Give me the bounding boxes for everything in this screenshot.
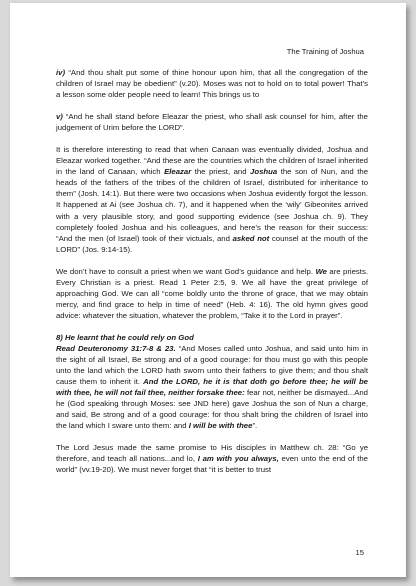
text-run: are priests. Every Christian is a priest. Read 1 Peter 2:5, 9. We all have the great privilege of approaching God. We can all “come boldly unto the throne of grace, that we may obtain mercy, and find grace to help in time of need” (Heb. 4: 16). The old hymn gives good advice: whatever the situation, whatever the problem, “Take it to the Lord in prayer”. <box>56 266 368 320</box>
text-run: the son of Nun, and the heads of the fathers of the tribes of the children of Israel, distributed for inheritance to them” (Josh. 14:1). But there were two occasions when Joshua evidently forgot the lesson. It happened at Ai (see Joshua ch. 7), and it happened when the ‘wily’ Gibeonites arrived with a very plausible story, and good supporting evidence (see Joshua ch. 9). They completely fooled Joshua and his colleagues, and here’s the reason for their success: “And the men (of Israel) took of their victuals, and <box>56 167 369 243</box>
emphasis-joshua: Joshua <box>250 167 278 177</box>
book-page <box>10 3 406 577</box>
text-run: “And Moses called unto Joshua, and said unto him in the sight of all Israel, Be strong and of a good courage: for thou must go with this people unto the land which the LORD hath sworn unto their fathers to give them; and thou shalt cause them to inherit it. <box>56 343 368 387</box>
text-run: We don’t have to consult a priest when we want God’s guidance and help. <box>56 266 316 276</box>
body-text <box>56 67 368 487</box>
text-run: ”. <box>252 421 258 431</box>
list-label: v) <box>56 112 63 122</box>
emphasis-with-thee: I will be with thee <box>188 421 253 431</box>
paragraph-text: “And thou shalt put some of thine honour upon him, that all the congregation of the children of Israel may be obedient” (v.20). Moses was not to hold on to total power! That’s a lesson some older people need to learn! This brings us to <box>56 68 368 100</box>
paragraph-matthew <box>56 442 368 475</box>
paragraph-deuteronomy <box>56 343 368 431</box>
paragraph-canaan <box>56 144 368 254</box>
text-run: even unto the end of the world” (vv.19-20). We must never forget that “it is better to trust <box>56 454 368 475</box>
section-heading: 8) He learnt that he could rely on God <box>56 332 194 342</box>
emphasis-with-you-always: I am with you always, <box>197 454 279 464</box>
paragraph-priests <box>56 266 368 321</box>
emphasis-lord-promise: And the LORD, he it is that doth go before thee; he will be with thee, he will not fail thee, neither forsake thee: <box>56 377 368 398</box>
emphasis-read-deuteronomy: Read Deuteronomy 31:7-8 & 23. <box>56 343 176 353</box>
emphasis-we: We <box>315 266 327 276</box>
text-run: The Lord Jesus made the same promise to His disciples in Matthew ch. 28: “Go ye therefore, and teach all nations...and lo, <box>56 443 368 464</box>
paragraph-text: “And he shall stand before Eleazar the priest, who shall ask counsel for him, after the judgement of Urim before the LORD”. <box>56 112 368 133</box>
page-number: 15 <box>355 548 364 557</box>
paragraph-v <box>56 111 368 133</box>
list-label: iv) <box>56 68 66 77</box>
text-run: the priest, and <box>191 167 251 177</box>
text-run: counsel at the mouth of the LORD” (Jos. 9:14-15). <box>56 233 368 254</box>
emphasis-asked-not: asked not <box>232 233 270 243</box>
text-run: It is therefore interesting to read that when Canaan was eventually divided, Joshua and Eleazar worked together. “And these are the countries which the children of Israel inherited in the land of Canaan, which <box>56 145 368 177</box>
running-head: The Training of Joshua <box>286 47 364 56</box>
paragraph-iv <box>56 67 368 100</box>
text-run: fear not, neither be dismayed...And he (God speaking through Moses: see JND here) gave Joshua the son of Nun a charge, and said, Be strong and of a good courage: for thou shalt bring the children of Israel into the land which I sware unto them: and <box>56 388 368 431</box>
emphasis-eleazar: Eleazar <box>164 167 192 177</box>
